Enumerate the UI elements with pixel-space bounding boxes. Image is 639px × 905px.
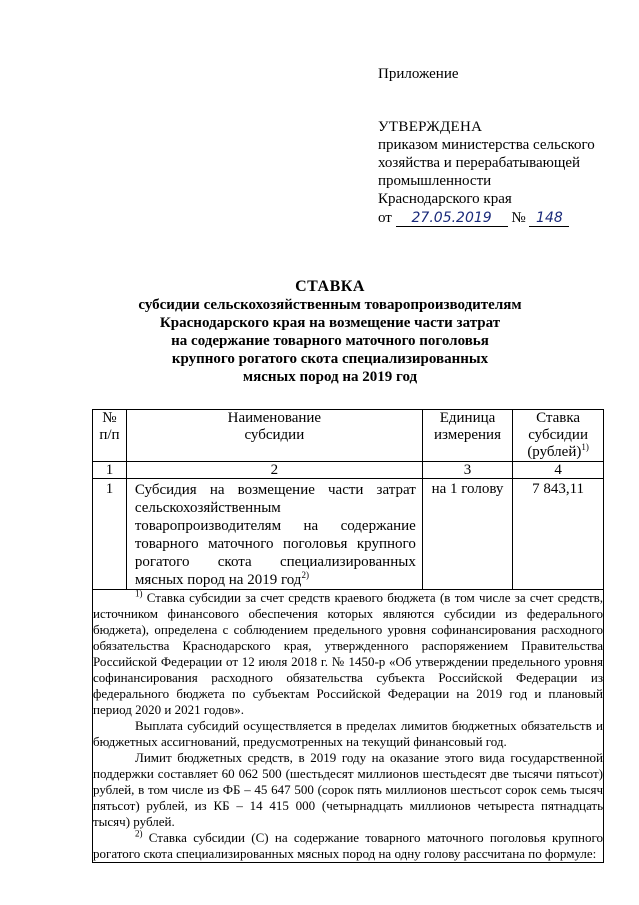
header-rate: [513, 410, 604, 462]
footnote-mark: 2): [135, 828, 143, 839]
date-prefix: от: [378, 210, 392, 226]
notes-cell: [93, 590, 604, 863]
column-number: 4: [513, 462, 604, 479]
order-line: приказом министерства сельского: [378, 137, 595, 153]
date-field: [396, 211, 508, 227]
footnote-1-text: Ставка субсидии за счет средств краевого бюджета (в том числе за счет средств, источником финансового обеспечения которых являются субсидии из федерального бюджета), определена с соблюдением предельного уровня софинансирования расходного обязательства Краснодарского края, утвержденного распоряжением Правительства Российской Федерации от 12 июля 2018 г. № 1450-р «Об утверждении предельного уровня софинансирования расходного обязательства субъекта Российской Федерации из федерального бюджета по субъектам Российской Федерации на 2019 год и плановый период 2020 и 2021 годов».: [93, 590, 604, 717]
approved-heading: УТВЕРЖДЕНА: [378, 119, 483, 135]
approval-block: [378, 118, 628, 227]
number-prefix: №: [511, 210, 526, 226]
order-line: Краснодарского края: [378, 191, 512, 207]
title-main: СТАВКА: [295, 278, 365, 295]
title-line: крупного рогатого скота специализированных: [171, 351, 489, 367]
subsidy-table: [92, 409, 604, 863]
row-name-text: Субсидия на возмещение части затрат сельскохозяйственным товаропроизводителям на содержание товарного маточного поголовья крупного рогатого скота специализированных мясных пород на 2019 год: [134, 482, 416, 588]
footnote-ref: 1): [581, 442, 589, 452]
date-value: 27.05.2019: [411, 210, 492, 226]
header-rate-label: Ставка субсидии (рублей): [527, 410, 588, 460]
column-number: 1: [93, 462, 127, 479]
column-number: 2: [126, 462, 422, 479]
notes-row: [93, 590, 604, 863]
notes-paragraph: Выплата субсидий осуществляется в пределах лимитов бюджетных обязательств и бюджетных ассигнований, предусмотренных на текущий финансовый год.: [93, 718, 603, 749]
footnote-2-text: Ставка субсидии (С) на содержание товарного маточного поголовья крупного рогатого скота специализированных мясных пород на одну голову рассчитана по формуле:: [93, 830, 604, 861]
number-value: 148: [536, 210, 563, 226]
header-name: Наименование субсидии: [126, 410, 422, 462]
title-line: мясных пород на 2019 год: [242, 369, 418, 385]
row-rate: 7 843,11: [513, 479, 604, 590]
footnote-mark: 1): [135, 588, 143, 599]
title-line: на содержание товарного маточного поголовья: [171, 333, 489, 349]
footnote-ref: 2): [301, 570, 309, 580]
order-date-line: [378, 209, 628, 227]
document-title: [70, 278, 590, 386]
column-number-row: [93, 462, 604, 479]
title-line: субсидии сельскохозяйственным товаропроизводителям: [138, 297, 522, 313]
notes-paragraph: Лимит бюджетных средств, в 2019 году на оказание этого вида государственной поддержки составляет 60 062 500 (шестьдесят миллионов шестьдесят две тысячи пятьсот) рублей, в том числе из ФБ – 45 647 500 (сорок пять миллионов шестьсот сорок семь тысяч пятьсот) рублей, из КБ – 14 415 000 (четырнадцать миллионов четыреста пятнадцать тысяч) рублей.: [93, 750, 603, 829]
number-field: [529, 211, 569, 227]
table-header-row: [93, 410, 604, 462]
order-line: промышленности: [378, 173, 492, 189]
order-line: хозяйства и перерабатывающей: [378, 155, 581, 171]
row-num: 1: [93, 479, 127, 590]
footnote-2: [93, 830, 603, 862]
title-line: Краснодарского края на возмещение части затрат: [159, 315, 501, 331]
header-unit: Единица измерения: [422, 410, 512, 462]
table-row: [93, 479, 604, 590]
column-number: 3: [422, 462, 512, 479]
row-unit: на 1 голову: [422, 479, 512, 590]
row-name: [126, 479, 422, 590]
appendix-label: Приложение: [378, 66, 459, 82]
footnote-1: [93, 590, 603, 718]
header-num: № п/п: [93, 410, 127, 462]
